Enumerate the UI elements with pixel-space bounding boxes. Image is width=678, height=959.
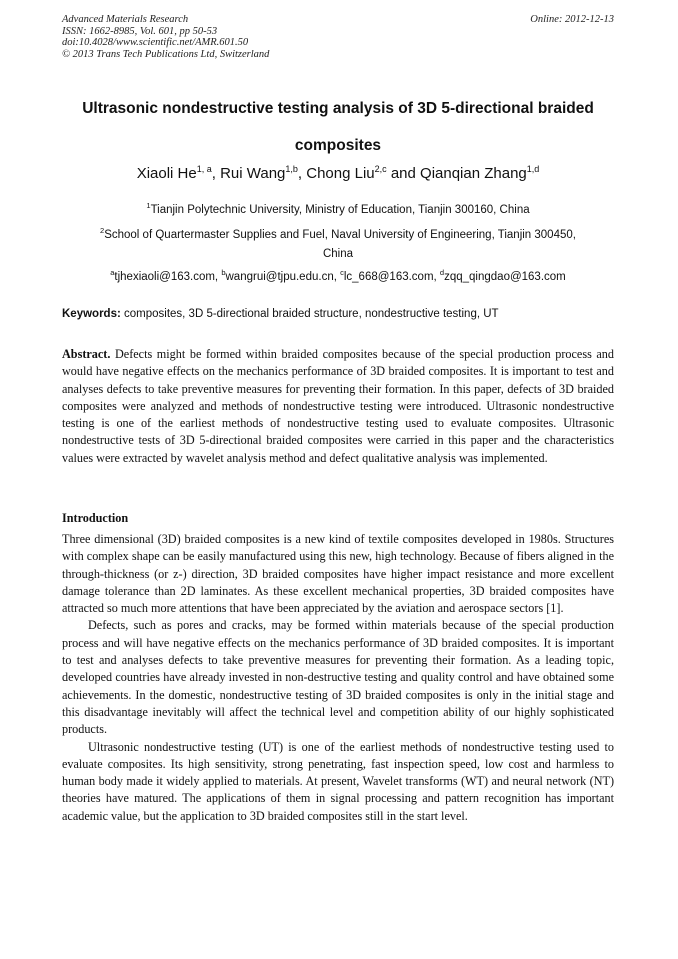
author-separator: , xyxy=(297,165,307,182)
author-affil-sup: 1,b xyxy=(285,164,298,174)
author-affil-sup: 1,d xyxy=(526,164,540,174)
affiliation-2 xyxy=(62,226,614,264)
affiliation-1 xyxy=(62,201,614,220)
email-sup: a xyxy=(110,268,115,278)
paragraph: Ultrasonic nondestructive testing (UT) is one of the earliest methods of nondestructive testing used to evaluate composites. Its high sensitivity, strong penetrating, fast inspection speed, low cost and harmless to human body made it widely applied to materials. At present, Wavelet transforms (WT) and neural network (NT) theories have matured. The applications of them in signal processing and pattern recognition has important academic value, but the application to 3D braided composites still in the start level. xyxy=(62,739,614,823)
paper-title xyxy=(62,90,614,164)
author-affil-sup: 1, a xyxy=(196,164,212,174)
keywords-label: Keywords: xyxy=(62,308,121,320)
email-sup: b xyxy=(221,268,226,278)
email-address: wangrui@tjpu.edu.cn, xyxy=(225,271,341,283)
title-line-2: composites xyxy=(294,137,382,154)
introduction-body xyxy=(62,531,614,825)
keywords-text: composites, 3D 5-directional braided structure, nondestructive testing, UT xyxy=(120,308,499,320)
author-list xyxy=(62,163,614,185)
online-date: Online: 2012-12-13 xyxy=(530,14,614,25)
email-sup: c xyxy=(340,268,344,278)
email-address: zqq_qingdao@163.com xyxy=(444,271,566,283)
paragraph: Defects, such as pores and cracks, may be formed within materials because of the special production process and will have negative effects on the mechanics performance of 3D braided composites. It is important to test and analyses defects to take preventive measures for preventing their formation. As a leading topic, developed countries have already invested in non-destructive testing and quality control and have obtained some achievements. In the domestic, nondestructive testing of 3D braided composites is only in the initial stage and this disadvantage inevitably will affect the technical level and competition ability of our highly sophisticated products. xyxy=(62,618,614,737)
email-address: tjhexiaoli@163.com, xyxy=(114,271,222,283)
abstract xyxy=(62,346,614,467)
journal-name: Advanced Materials Research xyxy=(62,14,189,25)
author-separator: , xyxy=(211,165,221,182)
affiliation-sup: 2 xyxy=(100,226,105,236)
doi-line: doi:10.4028/www.scientific.net/AMR.601.50 xyxy=(62,37,249,48)
issn-line: ISSN: 1662-8985, Vol. 601, pp 50-53 xyxy=(62,25,218,37)
author-name: Qianqian Zhang xyxy=(420,165,527,182)
affiliation-text-cont: China xyxy=(322,248,354,260)
copyright-line: © 2013 Trans Tech Publications Ltd, Switzerland xyxy=(62,48,270,60)
author-name: Rui Wang xyxy=(220,165,286,182)
journal-header xyxy=(62,14,269,60)
author-affil-sup: 2,c xyxy=(374,164,387,174)
email-address: lc_668@163.com, xyxy=(343,271,440,283)
email-sup: d xyxy=(439,268,445,278)
affiliation-text: School of Quartermaster Supplies and Fuel, Naval University of Engineering, Tianjin 300450, xyxy=(104,229,576,241)
affiliation-text: Tianjin Polytechnic University, Ministry of Education, Tianjin 300160, China xyxy=(150,204,530,216)
keywords xyxy=(62,305,614,323)
abstract-text: Defects might be formed within braided composites because of the special production process and would have negative effects on the mechanics performance of 3D braided composites. It is important to test and analyses defects to take preventive measures for preventing their formation. In this paper, defects of 3D braided composites were analyzed and methods of nondestructive testing were introduced. Ultrasonic nondestructive testing is one of the earliest methods of nondestructive testing used to evaluate composites. Ultrasonic nondestructive tests of 3D 5-directional braided composites were carried in this paper and the characteristics values were extracted by wavelet analysis method and defect qualitative analysis was implemented. xyxy=(62,347,614,465)
section-heading: Introduction xyxy=(62,511,129,525)
author-name: Xiaoli He xyxy=(136,165,197,182)
author-name: Chong Liu xyxy=(306,165,375,182)
author-separator: and xyxy=(386,165,421,182)
affiliation-sup: 1 xyxy=(146,201,151,211)
paragraph: Three dimensional (3D) braided composites is a new kind of textile composites developed in 1980s. Structures with complex shape can be easily manufactured using this new, high technology. Because of fibers aligned in the through-thickness (or z-) direction, 3D braided composites have higher impact resistance and more excellent damage tolerance than 2D laminates. As these excellent mechanical properties, 3D braided composites have attracted so much more attentions that have been appreciated by the aviation and aerospace sectors [1]. xyxy=(62,532,614,616)
title-line-1: Ultrasonic nondestructive testing analysis of 3D 5-directional braided xyxy=(82,100,594,117)
abstract-label: Abstract. xyxy=(62,347,111,361)
author-emails xyxy=(62,268,614,287)
